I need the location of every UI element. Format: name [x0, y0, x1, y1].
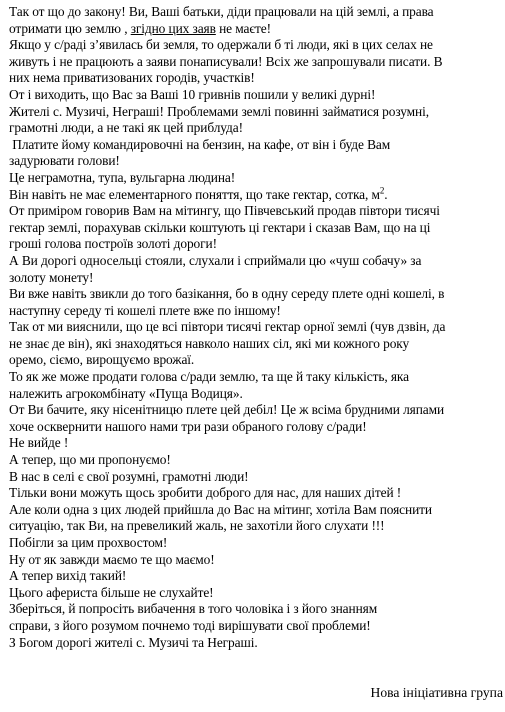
- text-line: оремо, сіємо, вирощуємо врожаї.: [9, 352, 195, 368]
- text-line: не знає де він), які знаходяться навколо наших сіл, які ми кожного року: [9, 335, 410, 351]
- text-line: Але коли одна з цих людей прийшла до Вас на мітинг, хотіла Вам пояснити: [9, 501, 432, 517]
- text-line: То як же може продати голова с/ради землю, та ще й таку кількість, яка: [9, 369, 409, 385]
- underlined-phrase: згідно цих заяв: [130, 20, 216, 36]
- text-line: Ви вже навіть звикли до того базікання, бо в одну середу плете одні кошелі, в: [9, 286, 445, 302]
- text-line: справи, з його розумом почнемо тоді вирішувати свої проблеми!: [9, 617, 371, 633]
- text-fragment: .: [384, 186, 388, 202]
- text-line: Якщо у с/раді з’явилась би земля, то одержали б ті люди, які в цих селах не: [9, 37, 433, 53]
- text-line: З Богом дорогі жителі с. Музичі та Неграші.: [9, 634, 258, 650]
- text-line: Жителі с. Музичі, Неграші! Проблемами землі повинні займатися розумні,: [9, 103, 429, 119]
- text-line: А тепер, що ми пропонуємо!: [9, 452, 171, 468]
- text-line: А Ви дорогі односельці стояли, слухали і сприймали цю «чуш собачу» за: [9, 252, 422, 268]
- text-line: От і виходить, що Вас за Ваші 10 гривнів пошили у великі дурні!: [9, 86, 376, 102]
- text-line: Цього афериста більше не слухайте!: [9, 584, 214, 600]
- text-line: [9, 187, 503, 204]
- text-line: Не вийде !: [9, 435, 69, 451]
- text-line: наступну середу ті кошелі плете вже по іншому!: [9, 302, 281, 318]
- text-line: В нас в селі є свої розумні, грамотні люди!: [9, 468, 249, 484]
- text-line: Тільки вони можуть щось зробити доброго для нас, для наших дітей !: [9, 485, 402, 501]
- text-line: Так от ми вияснили, що це всі півтори тисячі гектар орної землі (чув дзвін, да: [9, 319, 446, 335]
- text-line: належить агрокомбінату «Пуща Водиця».: [9, 385, 243, 401]
- signature: Нова ініціативна група: [370, 685, 503, 700]
- text-line: них нема приватизованих городів, участків!: [9, 70, 255, 86]
- text-line: гектар землі, порахував скільки коштують ці гектари і сказав Вам, що на ці: [9, 219, 431, 235]
- text-fragment: Він навіть не має елементарного поняття, що таке гектар, сотка, м: [9, 186, 380, 202]
- text-fragment: отримати цю землю ,: [9, 20, 131, 36]
- text-line: хоче осквернити нашого нами три рази обраного голову с/ради!: [9, 418, 367, 434]
- text-line: Побігли за цим прохвостом!: [9, 535, 168, 550]
- text-line: задурювати голови!: [9, 153, 120, 169]
- text-line: А тепер вихід такий!: [9, 568, 127, 584]
- text-fragment: не маєте!: [215, 20, 271, 36]
- text-line: гроші голова построїв золоті дороги!: [9, 236, 217, 252]
- text-line: живуть і не працюють а заяви понаписували! Всіх же запрошували писати. В: [9, 53, 443, 69]
- text-line: От Ви бачите, яку нісенітницю плете цей дебіл! Це ж всіма брудними ляпами: [9, 402, 445, 418]
- letter-body: [9, 4, 503, 651]
- text-line: Платите йому командировочні на бензин, на кафе, от він і буде Вам: [9, 136, 391, 152]
- text-line: ситуацію, так Ви, на превеликий жаль, не захотіли його слухати !!!: [9, 518, 385, 534]
- text-line: [9, 21, 503, 38]
- text-line: От примірoм говорив Вам на мітингу, що Півчевський продав півтори тисячі: [9, 203, 440, 219]
- text-line: грамотні люди, а не такі як цей приблуда!: [9, 120, 243, 136]
- text-line: золоту монету!: [9, 269, 94, 285]
- text-line: Це неграмотна, тупа, вульгарна людина!: [9, 169, 236, 185]
- superscript: 2: [379, 185, 385, 196]
- text-line: Ну от як завжди маємо те що маємо!: [9, 551, 215, 567]
- text-line: Так от що до закону! Ви, Ваші батьки, діди працювали на цій землі, а права: [9, 4, 434, 19]
- text-line: Зберіться, й попросіть вибачення в того чоловіка і з його знанням: [9, 601, 378, 617]
